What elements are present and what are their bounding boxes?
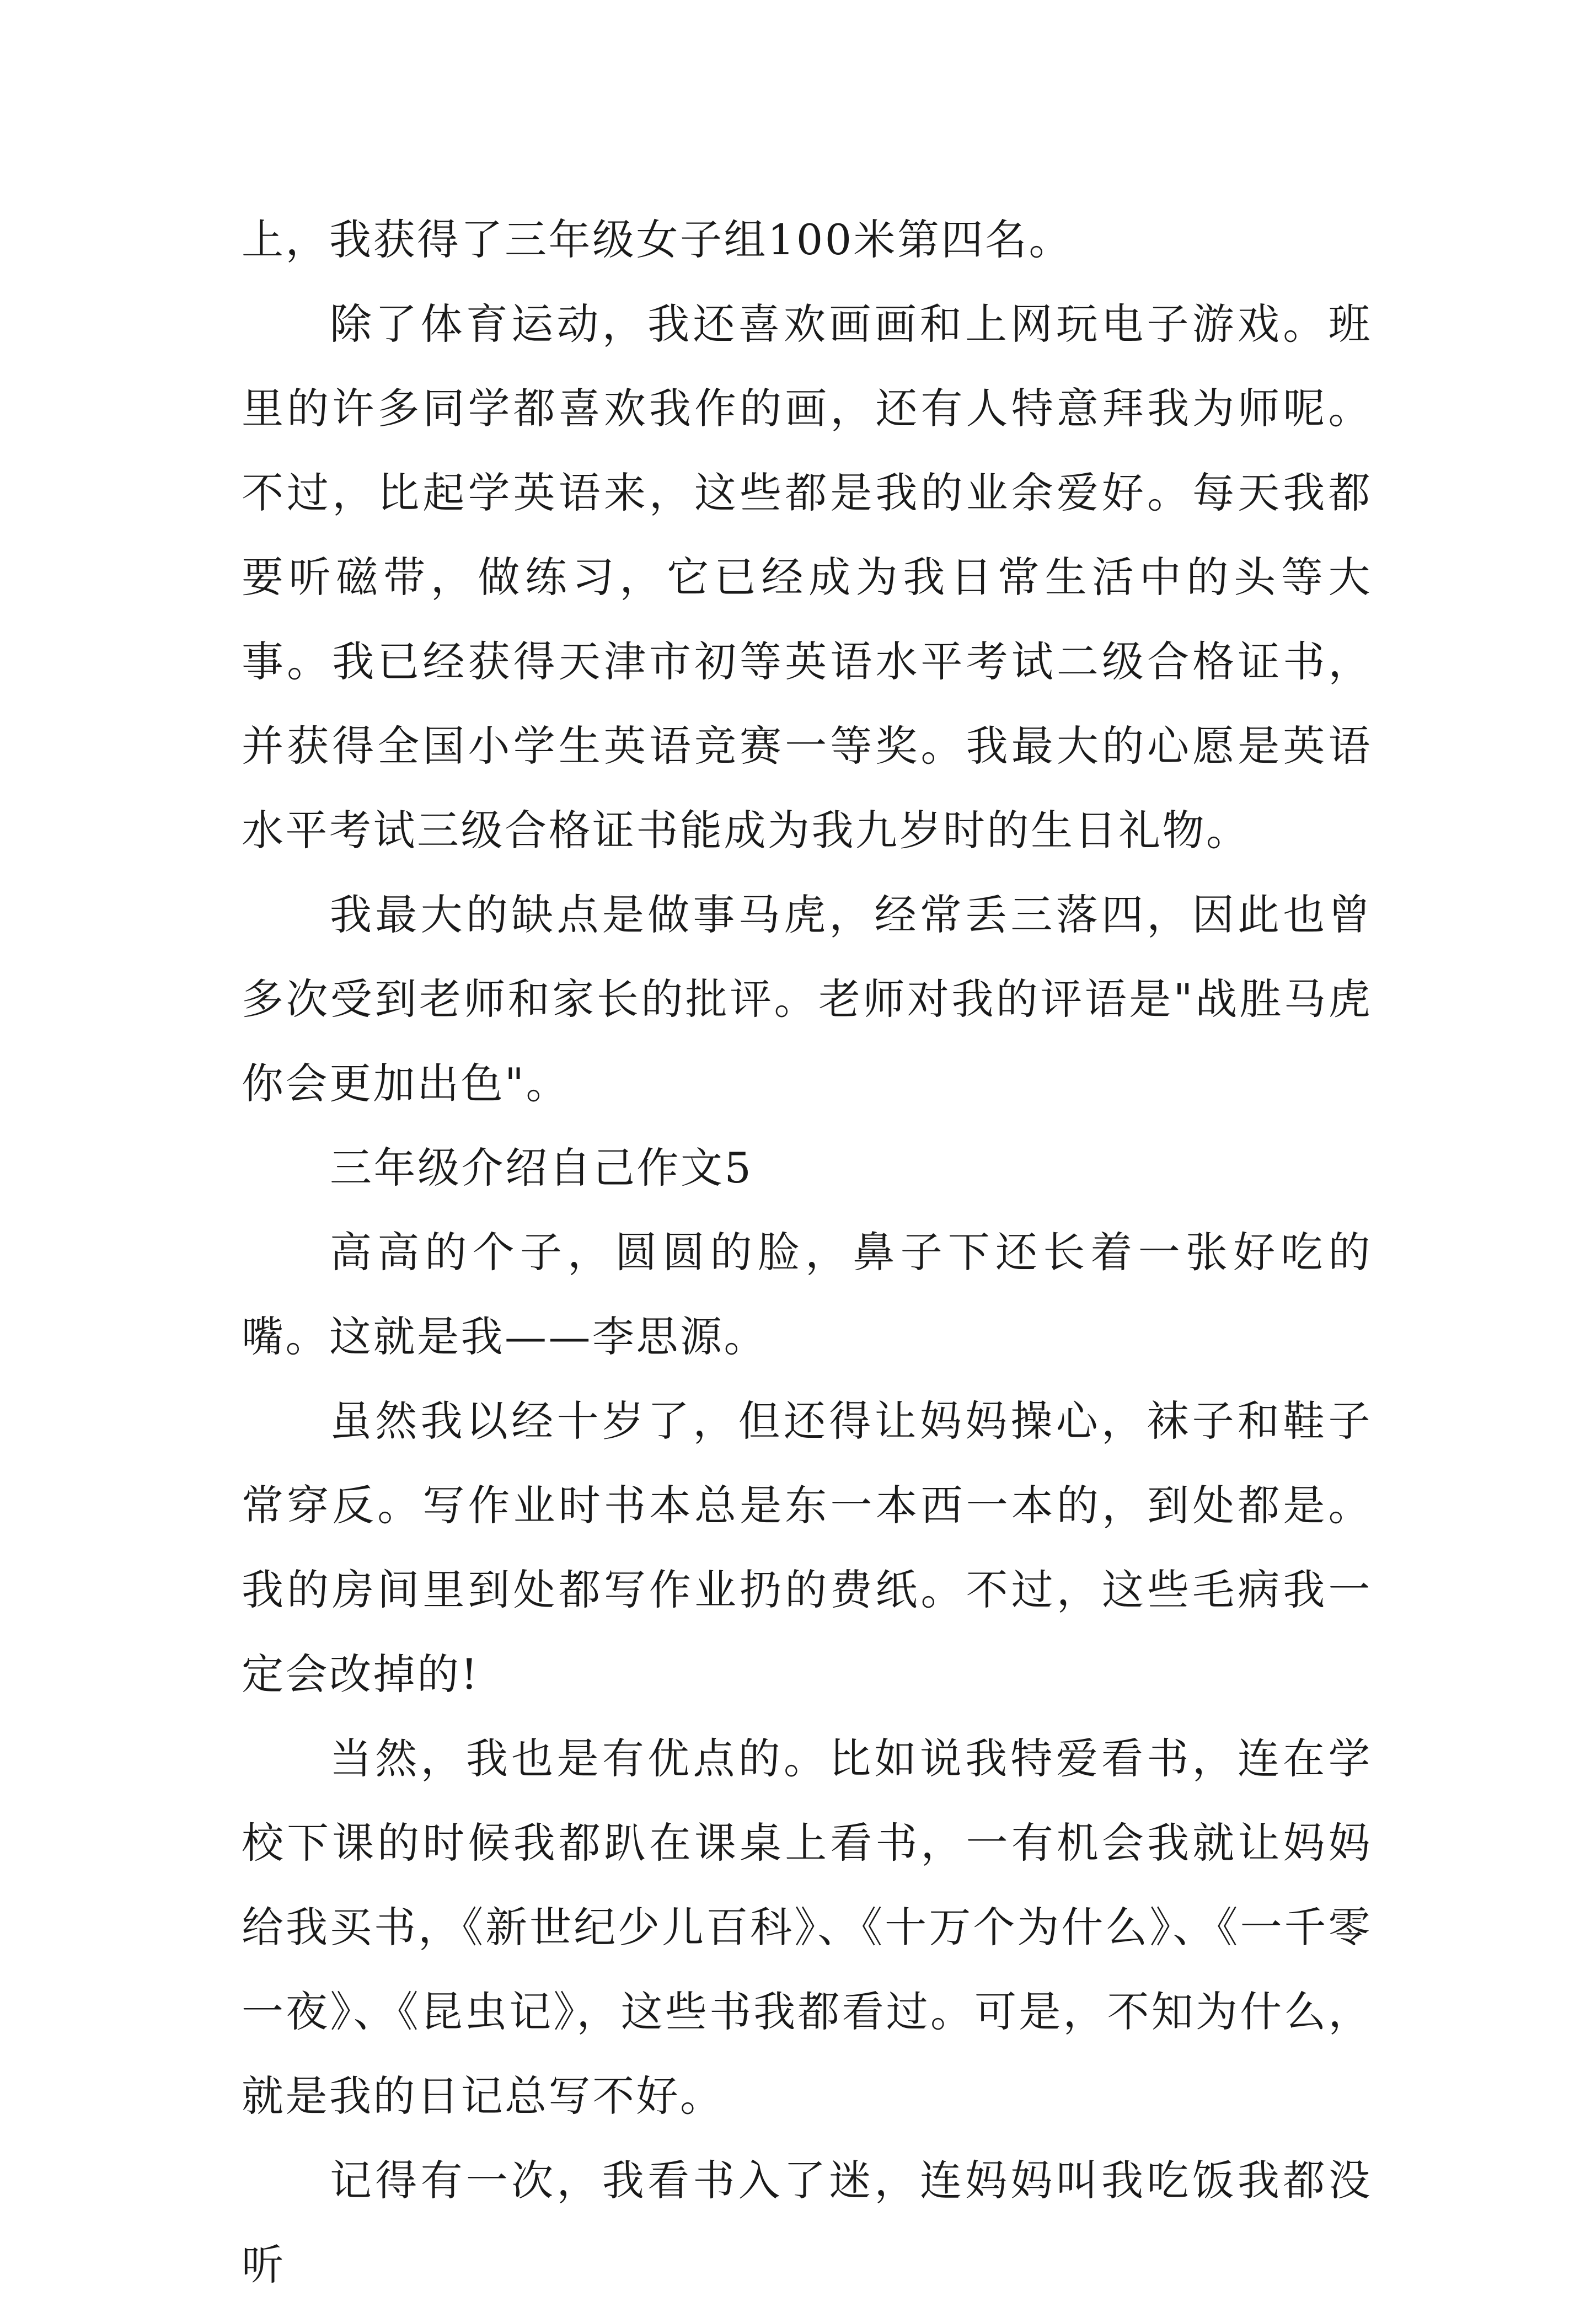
paragraph-reading: 当然，我也是有优点的。比如说我特爱看书，连在学校下课的时候我都趴在课桌上看书，一有机会我就让妈妈给我买书，《新世纪少儿百科》、《十万个为什么》、《一千零一夜》、《昆虫记》，这些书我都看过。可是，不知为什么，就是我的日记总写不好。 (242, 1734, 1372, 2121)
paragraph-shortcoming: 我最大的缺点是做事马虎，经常丢三落四，因此也曾多次受到老师和家长的批评。老师对我的评语是"战胜马虎你会更加出色"。 (242, 890, 1372, 1108)
paragraph-continuation: 上，我获得了三年级女子组100米第四名。 (242, 215, 1073, 264)
paragraph-hobbies: 除了体育运动，我还喜欢画画和上网玩电子游戏。班里的许多同学都喜欢我作的画，还有人特意拜我为师呢。不过，比起学英语来，这些都是我的业余爱好。每天我都要听磁带，做练习，它已经成为我日常生活中的头等大事。我已经获得天津市初等英语水平考试二级合格证书，并获得全国小学生英语竞赛一等奖。我最大的心愿是英语水平考试三级合格证书能成为我九岁时的生日礼物。 (242, 299, 1372, 855)
document-body (242, 197, 1372, 2307)
paragraph-habits: 虽然我以经十岁了，但还得让妈妈操心，袜子和鞋子常穿反。写作业时书本总是东一本西一本的，到处都是。我的房间里到处都写作业扔的费纸。不过，这些毛病我一定会改掉的! (242, 1396, 1372, 1699)
paragraph-memory: 记得有一次，我看书入了迷，连妈妈叫我吃饭我都没听 (242, 2156, 1372, 2289)
essay-title: 三年级介绍自己作文5 (330, 1143, 753, 1192)
paragraph-intro: 高高的个子，圆圆的脸，鼻子下还长着一张好吃的嘴。这就是我——李思源。 (242, 1228, 1372, 1361)
